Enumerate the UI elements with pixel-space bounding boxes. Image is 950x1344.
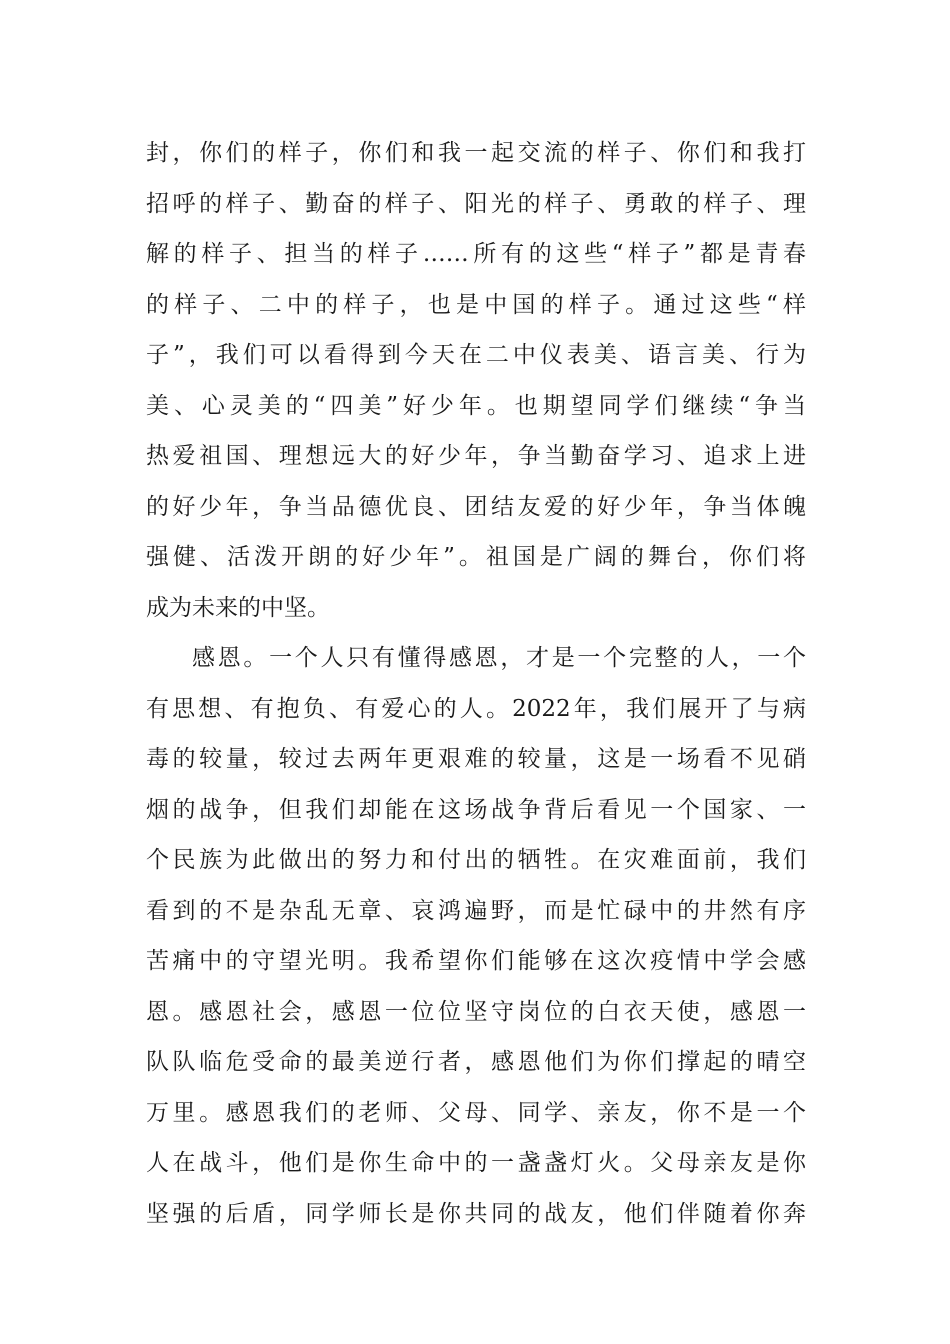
paragraph: [146, 128, 806, 633]
text-line: 毒的较量，较过去两年更艰难的较量，这是一场看不见硝: [146, 746, 806, 772]
body-text: [146, 128, 806, 1239]
text-line: 解的样子、担当的样子……所有的这些“样子”都是青春: [146, 241, 806, 267]
paragraph: [146, 633, 806, 1239]
text-line: 子”，我们可以看得到今天在二中仪表美、语言美、行为: [146, 342, 806, 368]
text-line: 烟的战争，但我们却能在这场战争背后看见一个国家、一: [146, 796, 806, 823]
text-line: 队队临危受命的最美逆行者，感恩他们为你们撑起的晴空: [146, 1049, 806, 1075]
text-line: 强健、活泼开朗的好少年”。祖国是广阔的舞台，你们将: [146, 544, 806, 570]
text-line: 看到的不是杂乱无章、哀鸿遍野，而是忙碌中的井然有序: [146, 897, 806, 924]
text-line: 万里。感恩我们的老师、父母、同学、亲友，你不是一个: [146, 1099, 806, 1126]
text-line: 坚强的后盾，同学师长是你共同的战友，他们伴随着你奔: [146, 1200, 806, 1227]
text-line: 感恩。一个人只有懂得感恩，才是一个完整的人，一个: [192, 645, 806, 671]
text-line: 热爱祖国、理想远大的好少年，争当勤奋学习、追求上进: [146, 443, 806, 469]
text-line: 的好少年，争当品德优良、团结友爱的好少年，争当体魄: [146, 493, 806, 520]
text-line: 恩。感恩社会，感恩一位位坚守岗位的白衣天使，感恩一: [146, 998, 806, 1025]
text-line: 招呼的样子、勤奋的样子、阳光的样子、勇敢的样子、理: [146, 190, 806, 217]
text-line: 封，你们的样子，你们和我一起交流的样子、你们和我打: [146, 140, 806, 166]
text-line: 人在战斗，他们是你生命中的一盏盏灯火。父母亲友是你: [146, 1150, 806, 1176]
text-line: 有思想、有抱负、有爱心的人。2022年，我们展开了与病: [146, 695, 806, 722]
text-line: 个民族为此做出的努力和付出的牺牲。在灾难面前，我们: [146, 847, 806, 873]
text-line: 的样子、二中的样子，也是中国的样子。通过这些“样: [146, 291, 806, 318]
text-line: 美、心灵美的“四美”好少年。也期望同学们继续“争当: [146, 392, 806, 419]
text-line: 成为未来的中坚。: [146, 594, 330, 621]
text-line: 苦痛中的守望光明。我希望你们能够在这次疫情中学会感: [146, 948, 806, 974]
